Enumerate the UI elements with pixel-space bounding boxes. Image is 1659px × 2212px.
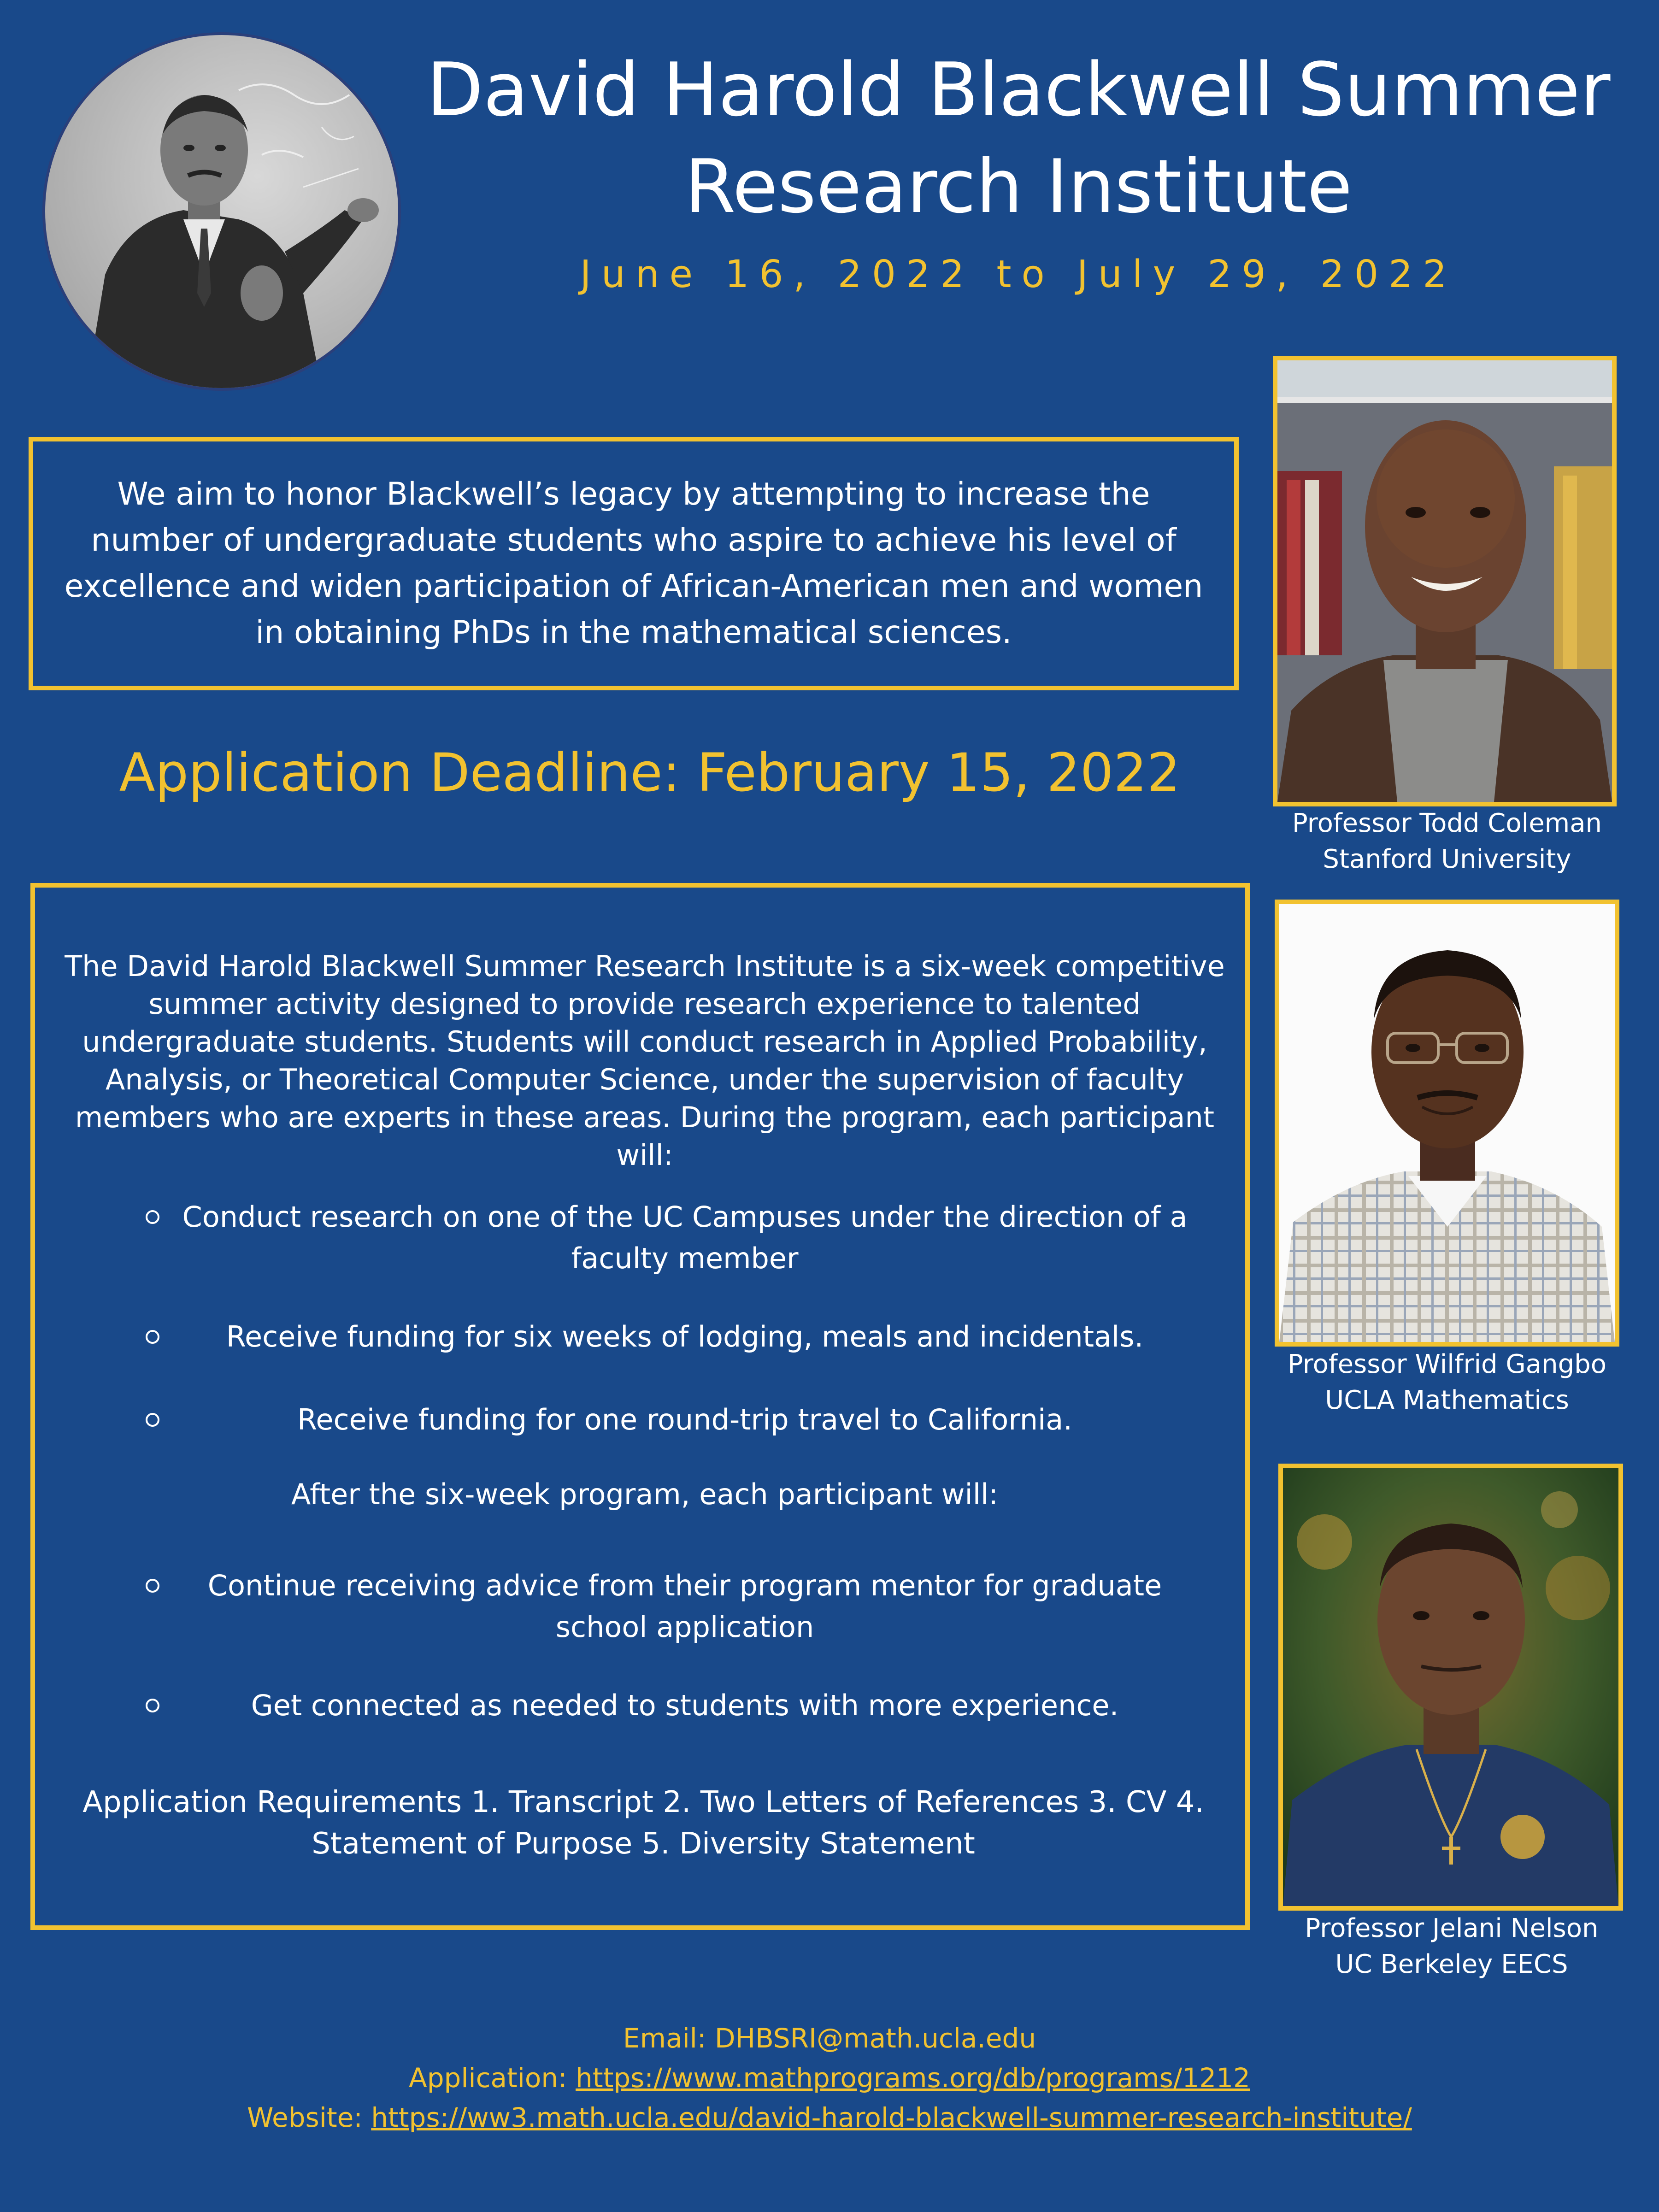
- coleman-portrait-image: [1277, 360, 1612, 802]
- faculty-caption-coleman: [1263, 806, 1631, 877]
- nelson-portrait-image: [1283, 1468, 1618, 1906]
- faculty-name: Professor Jelani Nelson: [1305, 1913, 1599, 1943]
- program-dates: June 16, 2022 to July 29, 2022: [580, 253, 1457, 296]
- website-link[interactable]: https://ww3.math.ucla.edu/david-harold-blackwell-summer-research-institute/: [371, 2102, 1412, 2133]
- faculty-photo-coleman: [1273, 356, 1617, 806]
- application-line: [0, 2058, 1659, 2098]
- email-line: [0, 2018, 1659, 2058]
- faculty-affiliation: UC Berkeley EECS: [1335, 1949, 1568, 1979]
- bullet-icon: [146, 1579, 159, 1593]
- blackwell-portrait: [42, 32, 401, 391]
- title-line-1: David Harold Blackwell Summer: [426, 47, 1611, 133]
- faculty-photo-gangbo: [1275, 900, 1619, 1347]
- bullet-icon: [146, 1699, 159, 1712]
- mission-box: [29, 437, 1239, 690]
- email-label: Email:: [623, 2023, 715, 2054]
- after-item-2: Get connected as needed to students with more experience.: [251, 1688, 1119, 1722]
- faculty-name: Professor Wilfrid Gangbo: [1288, 1349, 1606, 1379]
- program-intro: The David Harold Blackwell Summer Research Institute is a six-week competitive summer activity designed to provide research experience to talented undergraduate students. Students will conduct research in Applied Probability, Analysis, or Theoretical Computer Science, under the supervision of faculty members who are experts in these areas. During the program, each participant will:: [65, 949, 1225, 1172]
- website-line: [0, 2098, 1659, 2137]
- application-label: Application:: [409, 2062, 576, 2094]
- faculty-affiliation: Stanford University: [1323, 844, 1571, 874]
- faculty-affiliation: UCLA Mathematics: [1325, 1385, 1569, 1415]
- application-link[interactable]: https://www.mathprograms.org/db/programs/1212: [576, 2062, 1250, 2094]
- mission-statement: We aim to honor Blackwell’s legacy by attempting to increase the number of undergraduate students who aspire to achieve his level of excellence and widen participation of African-American men and women in obtaining PhDs in the mathematical sciences.: [64, 476, 1203, 651]
- faculty-caption-gangbo: [1263, 1347, 1631, 1418]
- faculty-photo-nelson: [1278, 1464, 1623, 1911]
- blackwell-portrait-image: [45, 35, 398, 388]
- application-requirements: Application Requirements 1. Transcript 2. Two Letters of References 3. CV 4. Statement of Purpose 5. Diversity Statement: [82, 1785, 1204, 1861]
- after-program-heading: After the six-week program, each participant will:: [291, 1477, 999, 1511]
- application-deadline: Application Deadline: February 15, 2022: [119, 742, 1181, 803]
- after-item-1: Continue receiving advice from their program mentor for graduate school application: [207, 1569, 1162, 1644]
- title-line-2: Research Institute: [684, 143, 1353, 229]
- during-item-1: Conduct research on one of the UC Campuses under the direction of a faculty member: [182, 1200, 1188, 1275]
- bullet-icon: [146, 1330, 159, 1344]
- bullet-icon: [146, 1210, 159, 1224]
- email-address[interactable]: DHBSRI@math.ucla.edu: [714, 2023, 1036, 2054]
- faculty-name: Professor Todd Coleman: [1292, 808, 1602, 838]
- contact-footer: [0, 2018, 1659, 2137]
- during-item-3: Receive funding for one round-trip travel to California.: [297, 1403, 1072, 1436]
- website-label: Website:: [247, 2102, 371, 2133]
- gangbo-portrait-image: [1279, 904, 1615, 1342]
- during-item-2: Receive funding for six weeks of lodging, meals and incidentals.: [226, 1320, 1144, 1353]
- faculty-caption-nelson: [1263, 1911, 1641, 1983]
- program-description-box: [30, 883, 1250, 1930]
- bullet-icon: [146, 1413, 159, 1427]
- page-title: [406, 41, 1631, 235]
